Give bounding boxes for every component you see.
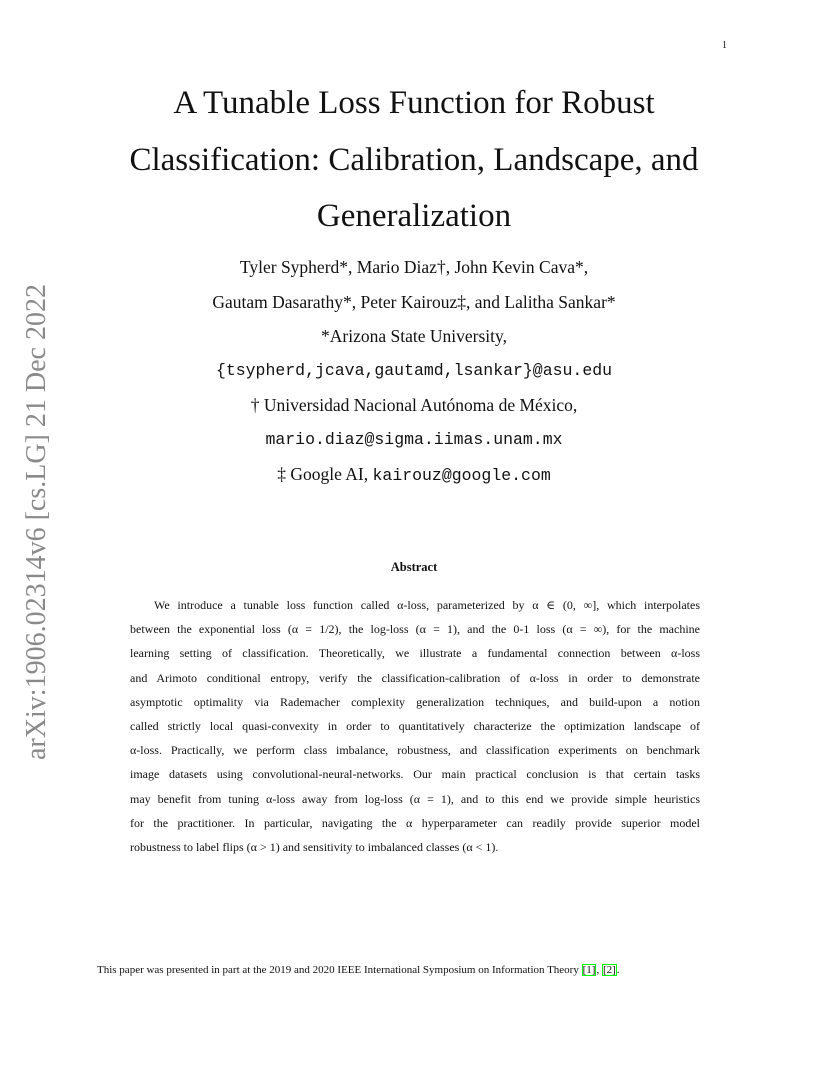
citation-link-1[interactable]: [1] [582,964,596,976]
author-block [130,250,698,494]
arxiv-identifier-stamp: arXiv:1906.02314v6 [cs.LG] 21 Dec 2022 [21,284,52,760]
abstract-heading: Abstract [390,560,438,574]
abstract-line: We introduce a tunable loss function called α-loss, parameterized by α ∈ (0, ∞], which interpolates [154,598,700,612]
affiliation-google-line [130,457,698,494]
footnote-separator: , [596,964,602,976]
citation-link-2[interactable]: [2] [602,964,616,976]
affiliation-google: ‡ Google AI, [277,464,369,484]
abstract-line: asymptotic optimality via Rademacher complexity generalization techniques, and build-upon a notion [130,694,700,709]
abstract-line: may benefit from tuning α-loss away from log-loss (α = 1), and to this end we provide simple heuristics [130,791,700,806]
footnote-end: . [616,964,620,976]
affiliation-asu: *Arizona State University, [321,326,507,346]
author-names-line-1: Tyler Sypherd*, Mario Diaz†, John Kevin Cava*, [239,257,589,277]
title-line: Generalization [316,198,512,234]
abstract-line: for the practitioner. In particular, navigating the α hyperparameter can readily provide superior model [130,815,700,830]
paper-title [110,75,718,245]
author-names-line-2: Gautam Dasarathy*, Peter Kairouz‡, and Lalitha Sankar* [212,291,616,312]
abstract-line: learning setting of classification. Theoretically, we illustrate a fundamental connection between α-loss [130,646,700,661]
page-number: 1 [722,40,727,51]
email-unam: mario.diaz@sigma.iimas.unam.mx [265,429,563,449]
title-line: A Tunable Loss Function for Robust [173,85,655,121]
abstract-line: between the exponential loss (α = 1/2), the log-loss (α = 1), and the 0-1 loss (α = ∞), for the machine [130,622,700,637]
abstract-line: and Arimoto conditional entropy, verify the classification-calibration of α-loss in order to demonstrate [130,670,700,685]
email-asu: {tsypherd,jcava,gautamd,lsankar}@asu.edu [215,360,613,380]
title-line: Classification: Calibration, Landscape, and [129,141,699,178]
abstract-line: α-loss. Practically, we perform class imbalance, robustness, and classification experiments on benchmark [130,743,700,758]
email-google: kairouz@google.com [372,466,551,485]
affiliation-unam: † Universidad Nacional Autónoma de México, [250,395,578,415]
footnote-text: This paper was presented in part at the 2019 and 2020 IEEE International Symposium on Information Theory [97,964,582,976]
abstract-line: called strictly local quasi-convexity in order to quantitatively characterize the optimization landscape of [130,719,700,734]
footnote [97,964,620,976]
abstract-body [130,593,700,859]
abstract-line: robustness to label flips (α > 1) and sensitivity to imbalanced classes (α < 1). [130,840,499,855]
abstract-line: image datasets using convolutional-neural-networks. Our main practical conclusion is that certain tasks [130,767,700,782]
